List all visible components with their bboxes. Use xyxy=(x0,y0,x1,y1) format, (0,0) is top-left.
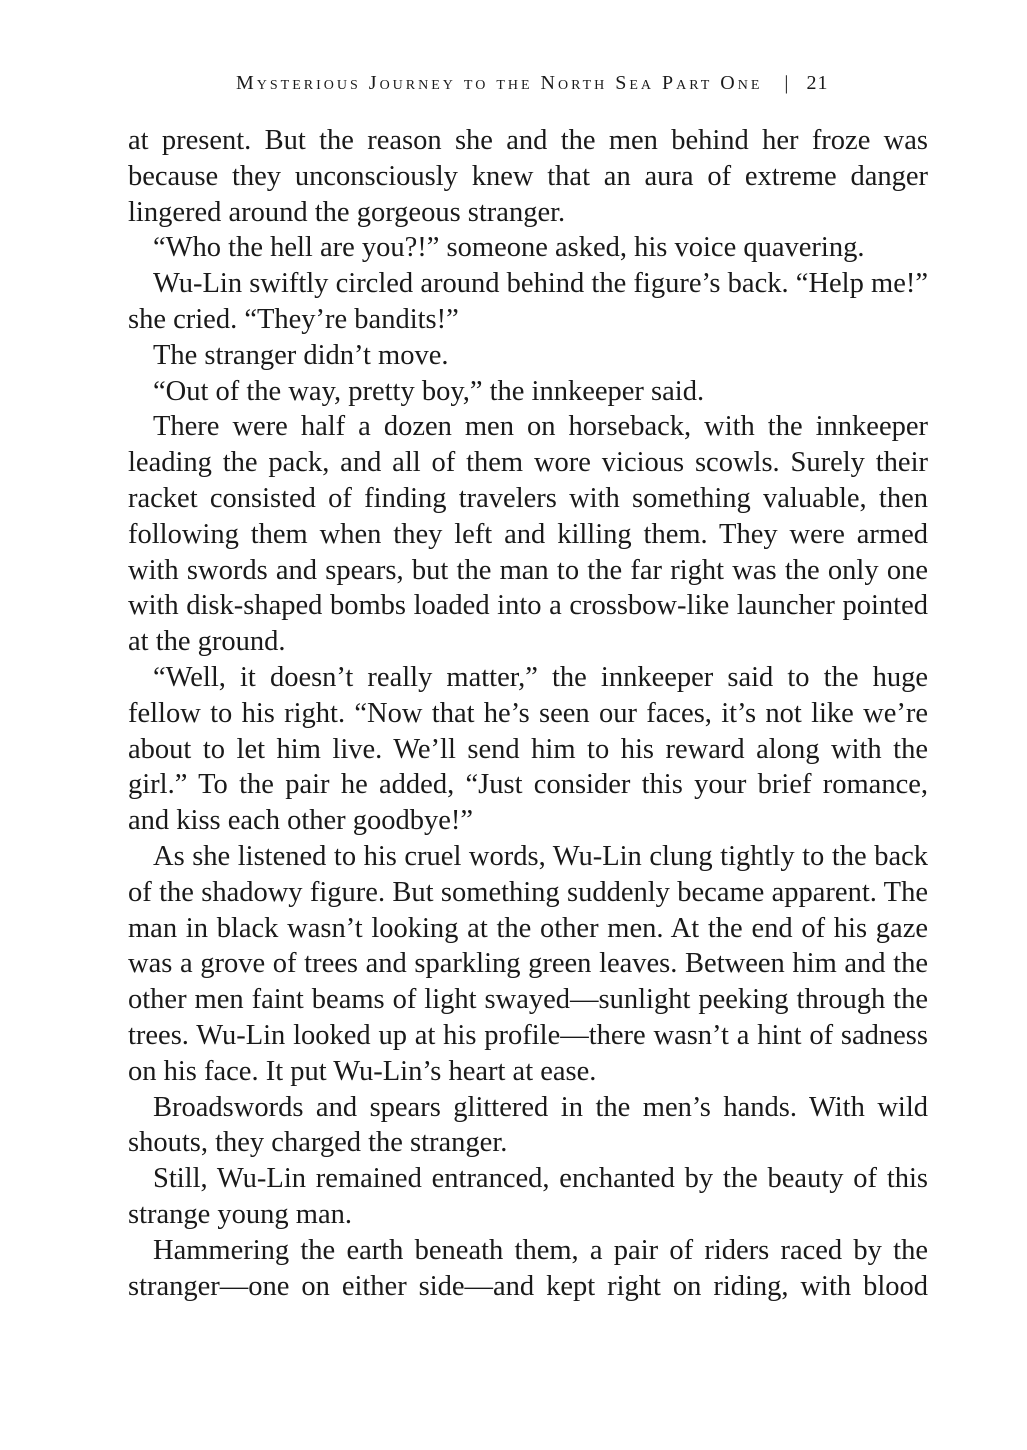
paragraph: Hammering the earth beneath them, a pair of riders raced by the stranger—one on either side—and kept right on riding, with blood xyxy=(128,1234,928,1302)
paragraph: As she listened to his cruel words, Wu-Lin clung tightly to the back of the shadowy figure. But something suddenly became apparent. The man in black wasn’t looking at the other men. At the end of his gaze was a grove of trees and sparkling green leaves. Between him and the other men faint beams of light swayed—sunlight peeking through the trees. Wu-Lin looked up at his profile—there wasn’t a hint of sadness on his face. It put Wu-Lin’s heart at ease. xyxy=(128,840,928,1087)
paragraph: The stranger didn’t move. xyxy=(153,339,449,371)
body-text xyxy=(128,123,928,1304)
page-number: 21 xyxy=(806,72,829,94)
running-head xyxy=(236,68,936,98)
running-head-title: Mysterious Journey to the North Sea Part One xyxy=(236,72,763,94)
paragraph: at present. But the reason she and the men behind her froze was because they unconsciously knew that an aura of extreme danger lingered around the gorgeous stranger. xyxy=(128,125,928,228)
paragraph: “Out of the way, pretty boy,” the innkeeper said. xyxy=(153,375,705,407)
paragraph: “Who the hell are you?!” someone asked, his voice quavering. xyxy=(153,232,865,264)
paragraph: “Well, it doesn’t really matter,” the innkeeper said to the huge fellow to his right. “Now that he’s seen our faces, it’s not like we’re about to let him live. We’ll send him to his reward along with the girl.” To the pair he added, “Just consider this your brief romance, and kiss each other goodbye!” xyxy=(128,661,928,837)
paragraph: Still, Wu-Lin remained entranced, enchanted by the beauty of this strange young man. xyxy=(128,1163,928,1230)
paragraph: There were half a dozen men on horseback, with the innkeeper leading the pack, and all of them wore vicious scowls. Surely their racket consisted of finding travelers with something valuable, then following them when they left and killing them. They were armed with swords and spears, but the man to the far right was the only one with disk-shaped bombs loaded into a crossbow-like launcher pointed at the ground. xyxy=(128,411,928,658)
paragraph: Broadswords and spears glittered in the men’s hands. With wild shouts, they charged the stranger. xyxy=(128,1091,928,1159)
paragraph: Wu-Lin swiftly circled around behind the figure’s back. “Help me!” she cried. “They’re bandits!” xyxy=(128,268,928,335)
running-head-separator: | xyxy=(784,72,789,94)
